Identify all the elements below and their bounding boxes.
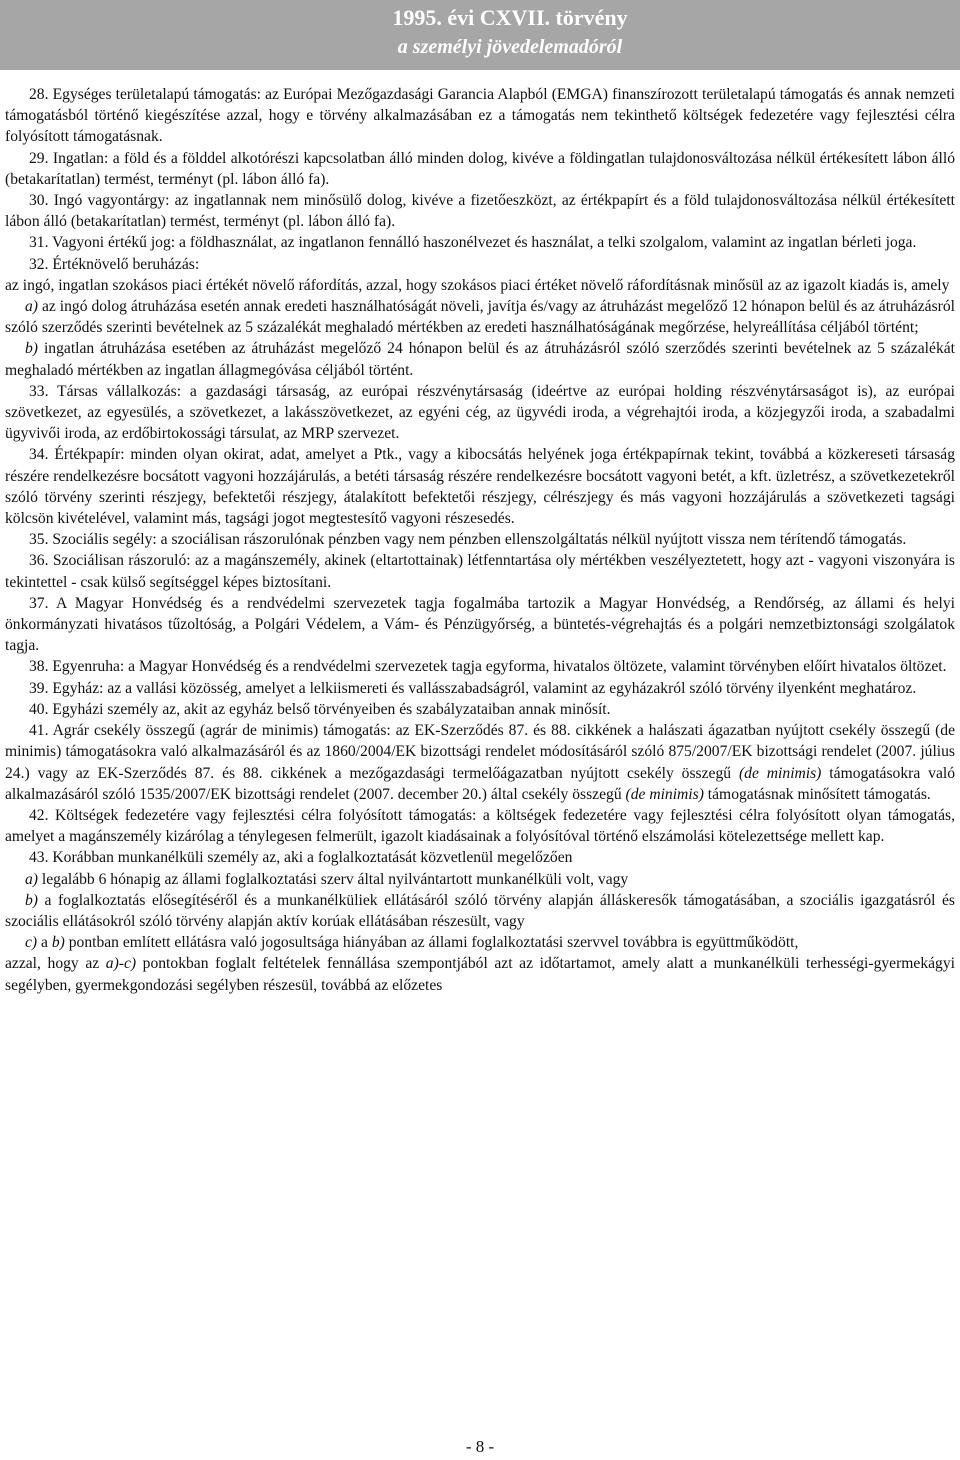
- point-marker: c): [25, 934, 38, 952]
- paragraph-43-b: [5, 890, 955, 932]
- text-run: azzal, hogy az: [5, 955, 106, 973]
- paragraph-36: 36. Szociálisan rászoruló: az a magánszemély, akinek (eltartottainak) létfenntartása oly mértékben veszélyeztetett, hogy azt - vagyoni viszonyára is tekintettel - csak külső segítséggel képes biztosítani.: [5, 552, 955, 591]
- point-text: az ingó dolog átruházása esetén annak eredeti használhatóságát növeli, javítja és/vagy az átruházást megelőző 12 hónapon belül és az átruházásról szóló szerződés szerinti bevételnek az 5 százalékát meghaladó mértékben az eredeti használhatóságának megőrzése, helyreállítása céljából történt;: [5, 298, 955, 337]
- italic-run: (de minimis): [625, 785, 704, 803]
- paragraph-32-a: [5, 296, 955, 338]
- paragraph-33: 33. Társas vállalkozás: a gazdasági társaság, az európai részvénytársaság (ideértve az európai holding részvénytársaságot is), az európai szövetkezet, az egyesülés, a szövetkezet, a lakásszövetkezet, az egyéni cég, az ügyvédi iroda, a végrehajtói iroda, a közjegyzői iroda, a szabadalmi ügyvivői iroda, az erdőbirtokossági társulat, az MRP szervezet.: [5, 382, 955, 443]
- point-text: a foglalkoztatás elősegítéséről és a munkanélküliek ellátásáról szóló törvény alapján álláskeresők támogatásában, a szociális igazgatásról és szociális ellátásokról szóló törvény alapján aktív korúak ellátásában részesült, vagy: [5, 891, 955, 930]
- italic-run: a)-c): [105, 955, 137, 973]
- point-text: legalább 6 hónapig az állami foglalkoztatási szerv által nyilvántartott munkanélküli volt, vagy: [38, 870, 629, 888]
- paragraph-42: 42. Költségek fedezetére vagy fejlesztési célra folyósított támogatás: a költségek fedezetére vagy fejlesztési célra folyósított olyan támogatás, amelyet a magánszemély kizárólag a ténylegesen felmerült, igazolt kiadásainak a folyósítóval történő elszámolási kötelezettsége mellett kap.: [5, 806, 955, 846]
- paragraph-41: [5, 720, 955, 805]
- text-run: támogatásokra való alkalmazásáról szóló 1535/2007/EK bizottsági rendelet (2007. december 20.) által csekély összegű: [5, 764, 956, 803]
- paragraph-43: 43. Korábban munkanélküli személy az, aki a foglalkoztatását közvetlenül megelőzően: [29, 849, 573, 867]
- paragraph-35: 35. Szociális segély: a szociálisan rászorulónak pénzben vagy nem pénzben ellenszolgáltatás nélkül nyújtott vissza nem térítendő támogatás.: [29, 531, 907, 549]
- point-text: pontban említett ellátásra való jogosultsága hiányában az állami foglalkoztatási szervvel továbbra is együttműködött,: [64, 934, 799, 952]
- text-run: pontokban foglalt feltételek fennállása szempontjából azt az időtartamot, amely alatt a munkanélküli terhességi-gyermekágyi segélyben, gyermekgondozási segélyben részesül, továbbá az előzetes: [5, 955, 955, 994]
- point-marker: b): [51, 934, 65, 952]
- paragraph-38: 38. Egyenruha: a Magyar Honvédség és a rendvédelmi szervezetek tagja egyforma, hivatalos öltözete, valamint törvényben előírt hivatalos öltözet.: [29, 658, 947, 676]
- text-run: támogatásnak minősített támogatás.: [703, 785, 931, 803]
- point-marker: b): [25, 340, 38, 358]
- paragraph-43-c: [5, 932, 955, 953]
- point-marker: b): [25, 891, 38, 909]
- paragraph-34: 34. Értékpapír: minden olyan okirat, adat, amelyet a Ptk., vagy a kibocsátás helyének joga értékpapírnak tekint, továbbá a közkereseti társaság részére rendelkezésre bocsátott vagyoni hozzájárulás, a betéti társaság részére rendelkezésre bocsátott vagyoni betét, a kft. üzletrész, a szövetkezetekről szóló törvény szerinti részjegy, befektetői részjegy, átalakított befektetői részjegy, célrészjegy és más vagyoni hozzájárulás a szövetkezeti tagsági kölcsön kivételével, valamint más, tagsági jogot megtestesítő vagyoni részesedés.: [5, 446, 955, 528]
- paragraph-29: 29. Ingatlan: a föld és a földdel alkotórészi kapcsolatban álló minden dolog, kivéve a földingatlan tulajdonosváltozása nélkül értékesített lábon álló (betakarítatlan) termést, terményt (pl. lábon álló fa).: [5, 149, 955, 188]
- text-run: a: [37, 934, 52, 952]
- header-title: 1995. évi CXVII. törvény: [392, 5, 628, 30]
- paragraph-28: 28. Egységes területalapú támogatás: az Európai Mezőgazdasági Garancia Alapból (EMGA) finanszírozott területalapú támogatás és annak nemzeti támogatásból történő kiegészítése azzal, hogy e törvény alkalmazásában ez a támogatás nem tekinthető költségek fedezetére vagy fejlesztési célra folyósított támogatásnak.: [5, 86, 955, 146]
- point-marker: a): [25, 298, 38, 316]
- paragraph-39: 39. Egyház: az a vallási közösség, amelyet a lelkiismereti és vallásszabadságról, valamint az egyházakról szóló törvény ilyenként meghatároz.: [29, 679, 917, 697]
- page-number: - 8 -: [465, 1437, 495, 1456]
- document-body: [5, 84, 955, 996]
- paragraph-30: 30. Ingó vagyontárgy: az ingatlannak nem minősülő dolog, kivéve a fizetőeszközt, az értékpapírt és a föld tulajdonosváltozása nélkül értékesített lábon álló (betakarítatlan) termést, terményt (pl. lábon álló fa).: [5, 192, 955, 231]
- point-text: ingatlan átruházása esetében az átruházást megelőző 24 hónapon belül és az átruházásról szóló szerződés szerinti bevételnek az 5 százalékát meghaladó mértékben az ingatlan állagmegóvása céljából történt.: [5, 340, 955, 379]
- paragraph-32-title: 32. Értéknövelő beruházás:: [29, 255, 200, 273]
- text-run: 41. Agrár csekély összegű (agrár de minimis) támogatás: az EK-Szerződés 87. és 88. cikkének a halászati ágazatban nyújtott csekély összegű (de minimis) támogatásokra való alkalmazásáról és az 1860/2004/EK bizottsági rendelet módosításáról szóló 875/2007/EK bizottsági rendelet (2007. július 24.) vagy az EK-Szerződés 87. és 88. cikkének a mezőgazdasági termelőágazatban nyújtott csekély összegű: [5, 722, 955, 782]
- paragraph-43-closing: [5, 953, 955, 995]
- page-header: [0, 0, 960, 70]
- italic-run: (de minimis): [738, 764, 822, 782]
- header-subtitle: a személyi jövedelemadóról: [397, 36, 623, 58]
- paragraph-40: 40. Egyházi személy az, akit az egyház belső törvényeiben és szabályzataiban annak minősít.: [29, 700, 611, 718]
- paragraph-31: 31. Vagyoni értékű jog: a földhasználat, az ingatlanon fennálló haszonélvezet és használat, a telki szolgalom, valamint az ingatlan bérleti joga.: [29, 234, 917, 252]
- point-marker: a): [25, 870, 38, 888]
- paragraph-32-b: [5, 338, 955, 380]
- paragraph-43-a: [5, 869, 955, 890]
- paragraph-37: 37. A Magyar Honvédség és a rendvédelmi szervezetek tagja fogalmába tartozik a Magyar Honvédség, a Rendőrség, az állami és helyi önkormányzati hivatásos tűzoltóság, a Polgári Védelem, a Vám- és Pénzügyőrség, a büntetés-végrehajtás és a polgári nemzetbiztonsági szolgálatok tagja.: [5, 594, 955, 655]
- paragraph-32-body: az ingó, ingatlan szokásos piaci értékét növelő ráfordítás, azzal, hogy szokásos piaci értéket növelő ráfordításnak minősül az az igazolt kiadás is, amely: [5, 276, 950, 294]
